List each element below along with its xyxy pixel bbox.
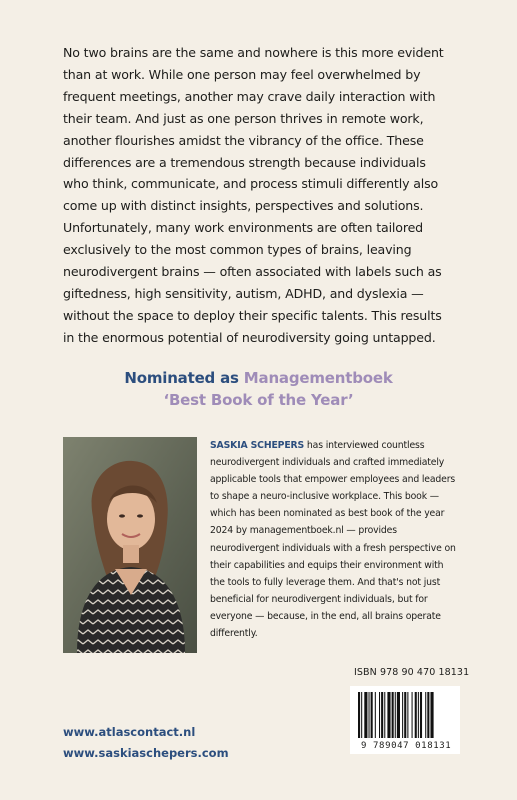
author-photo bbox=[63, 437, 197, 653]
barcode-bar bbox=[395, 692, 396, 738]
barcode-bar bbox=[418, 692, 419, 738]
barcode-bar bbox=[430, 692, 433, 738]
barcode-bar bbox=[397, 692, 400, 738]
barcode-bar bbox=[369, 692, 370, 738]
barcode-bar bbox=[420, 692, 422, 738]
nomination-line bbox=[0, 369, 517, 387]
barcode-bar bbox=[404, 692, 406, 738]
barcode-bar bbox=[407, 692, 408, 738]
barcode-bar bbox=[402, 692, 403, 738]
barcode-number: 9 789047 018131 bbox=[361, 741, 452, 751]
barcode-bar bbox=[379, 692, 380, 738]
barcode-bar bbox=[425, 692, 426, 738]
barcode-bar bbox=[381, 692, 383, 738]
author-website-link[interactable]: www.saskiaschepers.com bbox=[63, 746, 229, 760]
barcode-bar bbox=[412, 692, 413, 738]
barcode-bar bbox=[361, 692, 362, 738]
author-portrait-illustration bbox=[63, 437, 197, 653]
isbn-label: ISBN 978 90 470 18131 bbox=[354, 667, 470, 678]
barcode-bar bbox=[384, 692, 385, 738]
barcode-bar bbox=[415, 692, 417, 738]
barcode-bar bbox=[375, 692, 376, 738]
barcode-bar bbox=[427, 692, 429, 738]
blurb-text: No two brains are the same and nowhere is this more evident than at work. While one person may feel overwhelmed by frequent meetings, another may crave daily interaction with their team. And just as one person thrives in remote work, another flourishes amidst the vibrancy of the office. These differences are a tremendous strength because individuals who think, communicate, and process stimuli differently also come up with distinct insights, perspectives and solutions. Unfortunately, many work environments are often tailored exclusively to the most common types of brains, leaving neurodivergent brains — often associated with labels such as giftedness, high sensitivity, autism, ADHD, and dyslexia — without the space to deploy their specific talents. This results in the enormous potential of neurodiversity going untapped. bbox=[63, 45, 444, 345]
barcode-bar bbox=[358, 692, 360, 738]
nomination-award: ‘Best Book of the Year’ bbox=[163, 391, 354, 409]
barcode-bar bbox=[392, 692, 394, 738]
barcode-bar bbox=[387, 692, 390, 738]
nomination-brand: Managementboek bbox=[243, 369, 393, 387]
author-bio bbox=[210, 437, 460, 642]
barcode-bar bbox=[364, 692, 367, 738]
publisher-link[interactable]: www.atlascontact.nl bbox=[63, 725, 196, 739]
nomination-prefix: Nominated as bbox=[124, 369, 239, 387]
barcode-bar bbox=[371, 692, 373, 738]
author-bio-text: has interviewed countless neurodivergent individuals and crafted immediately applicable tools that empower employees and leaders to shape a neuro-inclusive workplace. This book — which has been nominated as best book of the year 2024 by managementboek.nl — provides neurodivergent individuals with a fresh perspective on their capabilities and equips their environment with the tools to fully leverage them. And that's not just beneficial for neurodivergent individuals, but for everyone — because, in the end, all brains operate differently. bbox=[210, 440, 456, 640]
author-name: SASKIA SCHEPERS bbox=[210, 440, 305, 451]
